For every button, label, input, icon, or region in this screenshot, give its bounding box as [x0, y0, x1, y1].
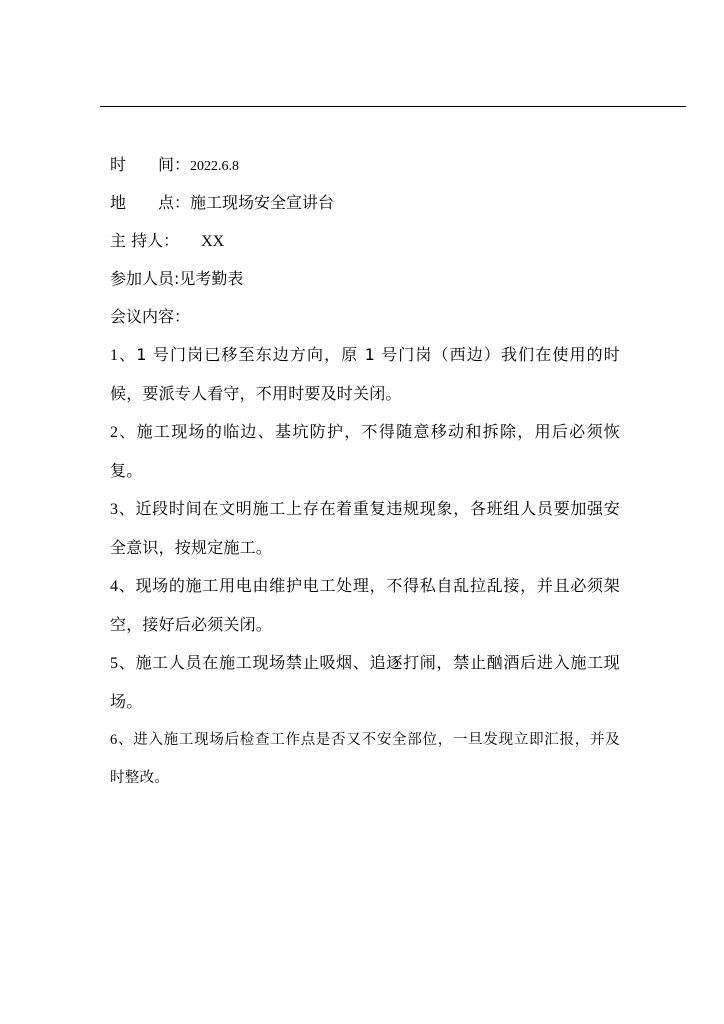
attendees-field — [110, 260, 620, 298]
place-label: 地 点 — [110, 193, 175, 212]
meeting-minutes — [110, 146, 620, 797]
place-value: 施工现场安全宣讲台 — [190, 193, 335, 212]
host-label: 主 持人 — [110, 231, 164, 250]
list-item — [110, 721, 620, 797]
item-number: 5 — [110, 655, 119, 672]
time-field — [110, 146, 620, 184]
attendees-value: 见考勤表 — [179, 269, 244, 288]
host-field — [110, 222, 620, 260]
item-text: 、1 号门岗已移至东边方向，原 1 号门岗（西边）我们在使用的时候，要派专人看守，不用时要及时关闭。 — [110, 345, 620, 403]
host-value: XX — [201, 233, 225, 250]
item-text: 、近段时间在文明施工上存在着重复违规现象，各班组人员要加强安全意识，按规定施工。 — [110, 499, 620, 557]
time-value: 2022.6.8 — [190, 159, 240, 174]
item-text: 、进入施工现场后检查工作点是否又不安全部位，一旦发现立即汇报，并及时整改。 — [110, 732, 620, 786]
time-label: 时 间 — [110, 155, 175, 174]
item-number: 4 — [110, 578, 119, 595]
time-separator: ： — [174, 155, 191, 174]
attendees-label: 参加人员 — [110, 269, 175, 288]
content-heading — [110, 298, 620, 336]
item-number: 3 — [110, 501, 119, 518]
item-text: 、施工现场的临边、基坑防护，不得随意移动和拆除，用后必须恢复。 — [110, 422, 620, 480]
host-separator: ： — [163, 231, 180, 250]
item-number: 6 — [110, 732, 118, 748]
list-item — [110, 567, 620, 644]
list-item — [110, 336, 620, 413]
list-item — [110, 490, 620, 567]
item-number: 2 — [110, 424, 119, 441]
header-rule — [100, 106, 686, 107]
attendees-separator: : — [174, 269, 180, 288]
content-label: 会议内容： — [110, 307, 191, 326]
item-text: 、现场的施工用电由维护电工处理，不得私自乱拉乱接，并且必须架空，接好后必须关闭。 — [110, 576, 620, 634]
list-item — [110, 413, 620, 490]
item-number: 1 — [110, 347, 119, 364]
place-separator: ： — [174, 193, 191, 212]
list-item — [110, 644, 620, 721]
place-field — [110, 184, 620, 222]
item-text: 、施工人员在施工现场禁止吸烟、追逐打闹，禁止酗酒后进入施工现场。 — [110, 653, 620, 711]
